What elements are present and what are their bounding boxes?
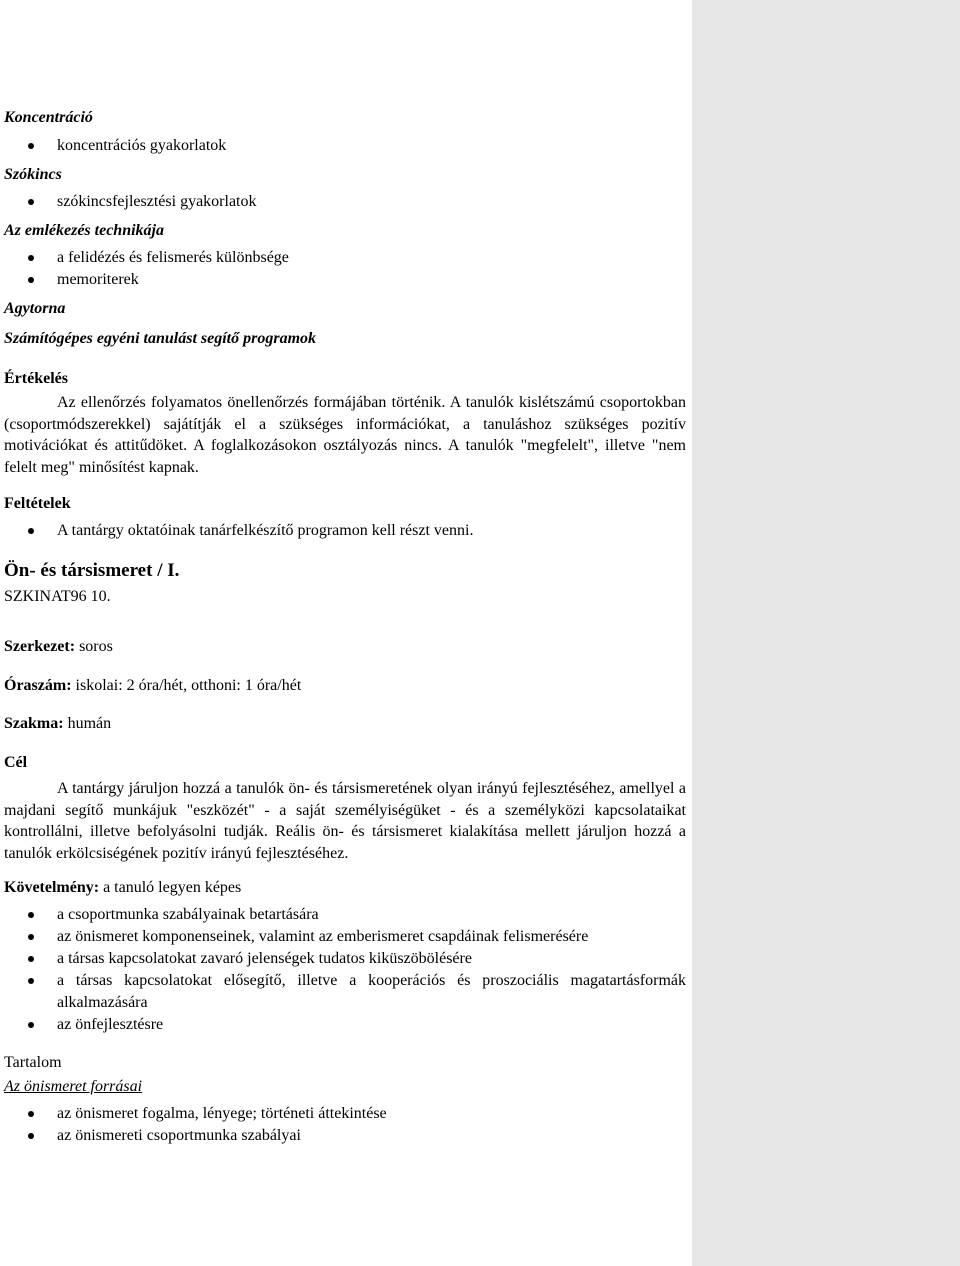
bullet-icon [28, 528, 34, 534]
meta-label: Óraszám: [4, 677, 72, 694]
list-item: a társas kapcsolatokat zavaró jelenségek tudatos kiküszöbölésére [57, 950, 472, 967]
list-item: szókincsfejlesztési gyakorlatok [57, 193, 257, 210]
meta-value: humán [63, 715, 112, 732]
list-item: az önfejlesztésre [57, 1016, 164, 1033]
meta-label: Szerkezet: [4, 638, 76, 655]
meta-oraszam [4, 676, 301, 696]
meta-szerkezet [4, 637, 113, 657]
paragraph-cel: A tantárgy járuljon hozzá a tanulók ön- és társismeretének olyan irányú fejlesztéséhez, amellyel a majdani segítő munkájuk "eszközét" - a saját személyiségüket - és a személyközi kapcsolataikat kontrollálni, illetve befolyásolni tudják. Reális ön- és társismeret kialakítása mellett járuljon hozzá a tanulók erkölcsiségének pozitív irányú fejlesztéséhez. [4, 780, 686, 862]
bullet-icon [28, 1022, 34, 1028]
bullet-icon [28, 277, 34, 283]
bullet-icon [28, 255, 34, 261]
meta-value: iskolai: 2 óra/hét, otthoni: 1 óra/hét [71, 677, 302, 694]
heading-tartalom: Tartalom [4, 1054, 62, 1071]
subject-code: SZKINAT96 10. [4, 588, 111, 605]
heading-emlekezes: Az emlékezés technikája [4, 222, 164, 239]
bullet-icon [28, 934, 34, 940]
subheading-onismeret-forrasai: Az önismeret forrásai [4, 1078, 143, 1095]
bullet-icon [28, 1111, 34, 1117]
list-item: a felidézés és felismerés különbsége [57, 249, 289, 266]
list-item: az önismereti csoportmunka szabályai [57, 1127, 301, 1144]
list-item: memoriterek [57, 271, 139, 288]
list-item: A tantárgy oktatóinak tanárfelkészítő programon kell részt venni. [57, 522, 474, 539]
list-item: a társas kapcsolatokat elősegítő, illetve a kooperációs és proszociális magatartásformák alkalmazására [57, 972, 686, 1011]
subject-title: Ön- és társismeret / I. [4, 560, 180, 581]
meta-label: Szakma: [4, 715, 64, 732]
heading-szokincs: Szókincs [4, 166, 62, 183]
kovetelmeny-label: Követelmény: [4, 879, 100, 896]
list-item: koncentrációs gyakorlatok [57, 137, 227, 154]
paragraph-ertekeles: Az ellenőrzés folyamatos önellenőrzés formájában történik. A tanulók kislétszámú csoportokban (csoportmódszerekkel) sajátítják el a szükséges információkat, a tanuláshoz szükséges pozitív motivációkat és attitűdöket. A foglalkozásokon osztályozás nincs. A tanulók "megfelelt", illetve "nem felelt meg" minősítést kapnak. [4, 394, 686, 476]
heading-szamitogepes: Számítógépes egyéni tanulást segítő programok [4, 330, 317, 347]
heading-agytorna: Agytorna [4, 300, 66, 317]
meta-value: soros [75, 638, 113, 655]
list-item: a csoportmunka szabályainak betartására [57, 906, 319, 923]
meta-szakma [4, 714, 111, 734]
bullet-icon [28, 143, 34, 149]
heading-cel: Cél [4, 754, 28, 771]
comment-margin-pane [692, 0, 960, 1266]
list-item: az önismeret komponenseinek, valamint az emberismeret csapdáinak felismerésére [57, 928, 589, 945]
list-item: az önismeret fogalma, lényege; történeti áttekintése [57, 1105, 387, 1122]
kovetelmeny-value: a tanuló legyen képes [99, 879, 242, 896]
bullet-icon [28, 912, 34, 918]
bullet-icon [28, 199, 34, 205]
bullet-icon [28, 956, 34, 962]
heading-ertekeles: Értékelés [4, 370, 68, 387]
heading-feltetelek: Feltételek [4, 495, 71, 512]
bullet-icon [28, 1133, 34, 1139]
heading-koncentracio: Koncentráció [4, 109, 93, 126]
kovetelmeny-heading [4, 878, 241, 898]
bullet-icon [28, 978, 34, 984]
